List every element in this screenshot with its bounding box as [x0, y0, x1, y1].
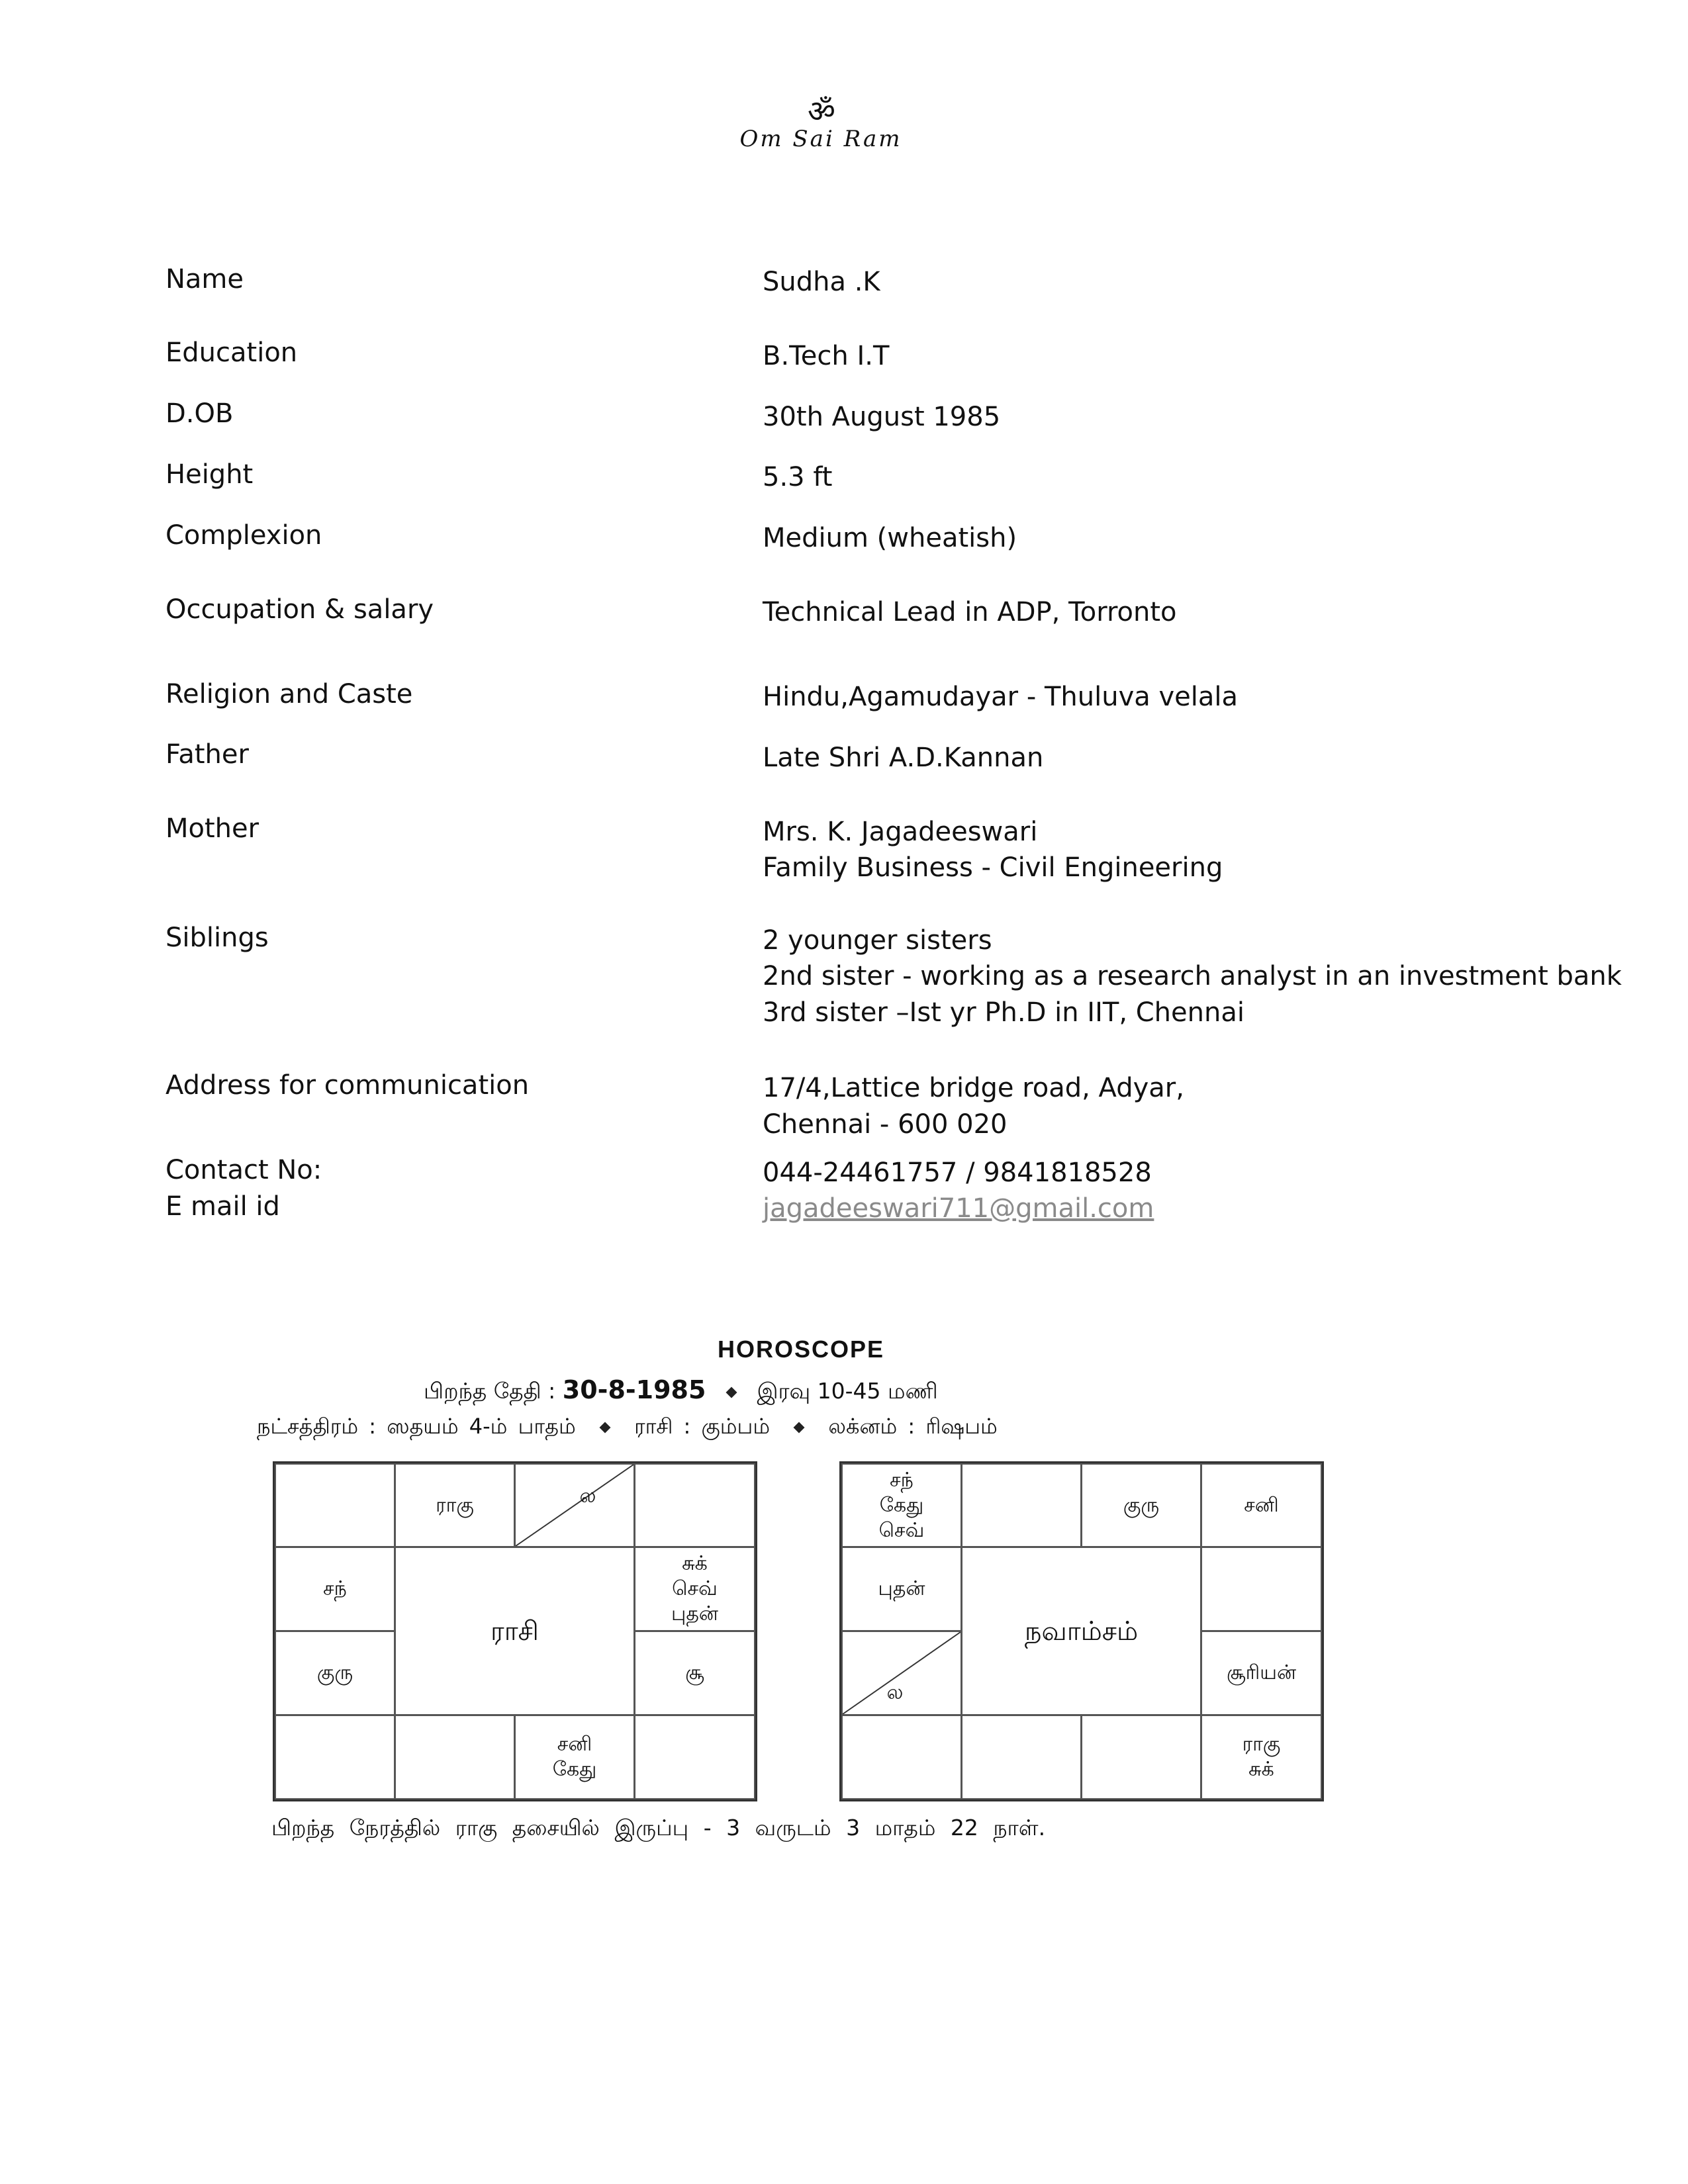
- navamsa-center-label: நவாம்சம்: [1024, 1615, 1139, 1647]
- height-label: Height: [165, 459, 254, 490]
- siblings-value-third: 3rd sister –Ist yr Ph.D in IIT, Chennai: [763, 997, 1244, 1028]
- address-value-line1: 17/4,Lattice bridge road, Adyar,: [763, 1073, 1184, 1103]
- rasi-planet: சனி: [557, 1733, 592, 1756]
- rasi-cell: [275, 1547, 395, 1631]
- height-value: 5.3 ft: [763, 462, 833, 492]
- navamsa-cell: [1081, 1715, 1201, 1799]
- siblings-value-count: 2 younger sisters: [763, 925, 992, 956]
- rasi-planet: சுக்: [682, 1552, 708, 1575]
- education-value: B.Tech I.T: [763, 341, 890, 371]
- email-link[interactable]: jagadeeswari711@gmail.com: [763, 1193, 1154, 1224]
- rasi-cell: [634, 1715, 755, 1799]
- rasi-cell: [514, 1715, 635, 1799]
- rasi-planet: செவ்: [672, 1577, 718, 1600]
- siblings-value-second: 2nd sister - working as a research analyst in an investment bank: [763, 961, 1622, 991]
- star-details: [257, 1414, 998, 1441]
- rasi-cell: [634, 1547, 755, 1631]
- rasi-cell: [395, 1715, 515, 1799]
- father-label: Father: [165, 739, 249, 770]
- rasi-cell: [275, 1463, 395, 1547]
- rasi-planet: கேது: [552, 1758, 597, 1781]
- navamsa-cell: [841, 1547, 962, 1631]
- address-value-line2: Chennai - 600 020: [763, 1109, 1008, 1140]
- navamsa-planet: புதன்: [878, 1577, 925, 1600]
- diamond-separator-icon: [599, 1422, 610, 1433]
- navamsa-cell: [961, 1715, 1082, 1799]
- dasa-balance: பிறந்த நேரத்தில் ராகு தசையில் இருப்பு - 3 வருடம் 3 மாதம் 22 நாள்.: [271, 1815, 1046, 1841]
- religion-label: Religion and Caste: [165, 679, 413, 709]
- email-label: E mail id: [165, 1191, 280, 1222]
- rasi-cell: [634, 1463, 755, 1547]
- name-value: Sudha .K: [763, 267, 880, 297]
- rasi-cell: [634, 1631, 755, 1715]
- om-symbol: ॐ: [808, 93, 835, 129]
- navamsa-planet: சூரியன்: [1226, 1661, 1297, 1684]
- navamsa-planet: செவ்: [878, 1518, 925, 1542]
- navamsa-planet: சனி: [1244, 1493, 1279, 1517]
- rasi-lagna-mark: ல: [579, 1484, 596, 1508]
- dob-label: D.OB: [165, 398, 234, 429]
- horoscope-title: HOROSCOPE: [717, 1336, 885, 1363]
- navamsa-cell: [961, 1463, 1082, 1547]
- contact-value: 044-24461757 / 9841818528: [763, 1158, 1152, 1188]
- lagnam-info: லக்னம் : ரிஷபம்: [828, 1414, 998, 1439]
- birth-date: 30-8-1985: [562, 1375, 706, 1404]
- navamsa-planet: சந்: [890, 1468, 914, 1492]
- navamsa-cell: [1201, 1463, 1322, 1547]
- navamsa-planet: சுக்: [1248, 1758, 1274, 1781]
- birth-time: இரவு 10-45 மணி: [757, 1378, 938, 1404]
- navamsa-chart: [839, 1461, 1324, 1801]
- contact-label: Contact No:: [165, 1155, 322, 1185]
- siblings-label: Siblings: [165, 923, 269, 953]
- mother-value-name: Mrs. K. Jagadeeswari: [763, 817, 1038, 847]
- name-label: Name: [165, 264, 244, 295]
- occupation-label: Occupation & salary: [165, 594, 434, 625]
- rasi-planet: சூ: [685, 1661, 704, 1684]
- rasi-cell: [275, 1631, 395, 1715]
- star-info: நட்சத்திரம் : ஸதயம் 4-ம் பாதம்: [257, 1414, 576, 1439]
- om-sai-ram-heading: Om Sai Ram: [739, 126, 902, 152]
- rasi-planet: ராகு: [436, 1493, 474, 1517]
- diamond-separator-icon: [794, 1422, 805, 1433]
- rasi-center: [395, 1547, 635, 1715]
- navamsa-cell: [841, 1463, 962, 1547]
- occupation-value: Technical Lead in ADP, Torronto: [763, 597, 1177, 627]
- navamsa-cell: [1081, 1463, 1201, 1547]
- rasi-planet: புதன்: [671, 1602, 718, 1625]
- navamsa-planet: குரு: [1123, 1493, 1160, 1517]
- education-label: Education: [165, 338, 298, 368]
- rasi-cell: [395, 1463, 515, 1547]
- rasi-planet: சந்: [323, 1577, 347, 1600]
- navamsa-lagna-cell: [841, 1631, 962, 1715]
- lagna-diagonal-icon: [516, 1465, 633, 1546]
- navamsa-cell: [1201, 1631, 1322, 1715]
- diamond-separator-icon: [726, 1387, 737, 1398]
- birth-date-label: பிறந்த தேதி :: [424, 1378, 556, 1404]
- complexion-value: Medium (wheatish): [763, 523, 1017, 553]
- mother-label: Mother: [165, 813, 259, 844]
- rasi-planet: குரு: [316, 1661, 353, 1684]
- birth-details: [424, 1375, 938, 1407]
- rasi-lagna-cell: [514, 1463, 635, 1547]
- rasi-chart: [273, 1461, 757, 1801]
- rasi-cell: [275, 1715, 395, 1799]
- religion-value: Hindu,Agamudayar - Thuluva velala: [763, 682, 1239, 712]
- rasi-center-label: ராசி: [491, 1615, 539, 1647]
- navamsa-planet: கேது: [879, 1493, 924, 1517]
- navamsa-cell: [1201, 1715, 1322, 1799]
- father-value: Late Shri A.D.Kannan: [763, 743, 1044, 773]
- rasi-info: ராசி : கும்பம்: [634, 1414, 771, 1439]
- navamsa-center: [961, 1547, 1201, 1715]
- navamsa-cell: [841, 1715, 962, 1799]
- address-label: Address for communication: [165, 1070, 530, 1101]
- navamsa-lagna-mark: ல: [886, 1681, 904, 1704]
- mother-value-business: Family Business - Civil Engineering: [763, 852, 1223, 883]
- navamsa-cell: [1201, 1547, 1322, 1631]
- complexion-label: Complexion: [165, 520, 322, 551]
- navamsa-planet: ராகு: [1242, 1733, 1281, 1756]
- dob-value: 30th August 1985: [763, 402, 1001, 432]
